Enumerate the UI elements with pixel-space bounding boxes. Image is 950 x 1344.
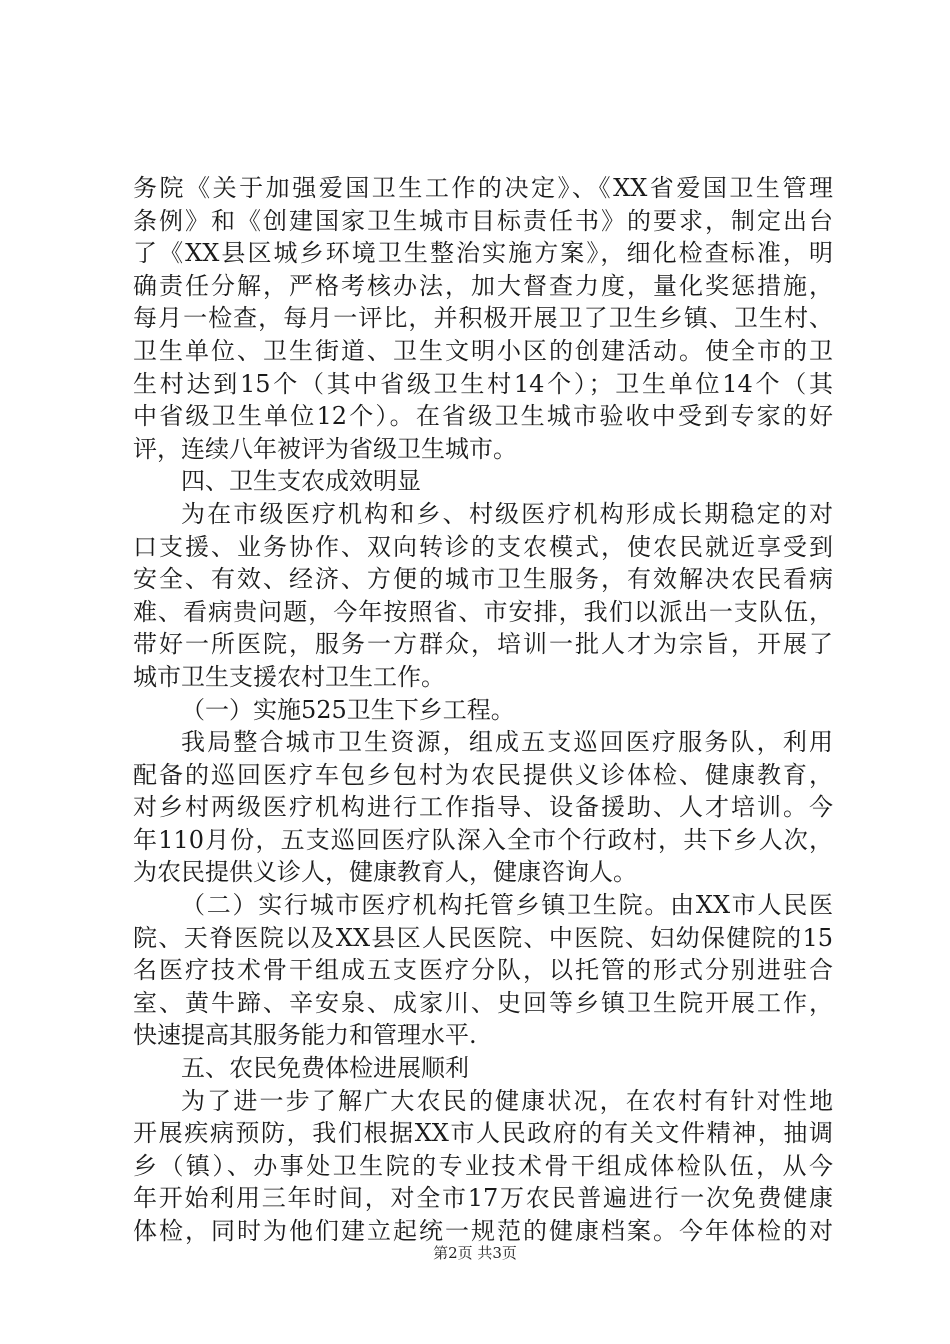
text-line: 快速提高其服务能力和管理水平. bbox=[133, 1021, 477, 1050]
text-line: 安全、有效、经济、方便的城市卫生服务，有效解决农民看病 bbox=[133, 565, 833, 594]
text-line: 卫生单位、卫生街道、卫生文明小区的创建活动。使全市的卫 bbox=[133, 336, 833, 365]
text-line: 为农民提供义诊人，健康教育人，健康咨询人。 bbox=[133, 858, 637, 887]
text-line: 配备的巡回医疗车包乡包村为农民提供义诊体检、健康教育， bbox=[133, 760, 833, 789]
text-line: 口支援、业务协作、双向转诊的支农模式，使农民就近享受到 bbox=[133, 532, 833, 561]
text-line: 名医疗技术骨干组成五支医疗分队，以托管的形式分别进驻合 bbox=[133, 956, 833, 985]
text-line: 年开始利用三年时间，对全市17万农民普遍进行一次免费健康 bbox=[133, 1184, 833, 1213]
text-line: 开展疾病预防，我们根据XX市人民政府的有关文件精神，抽调 bbox=[133, 1119, 833, 1148]
text-line: 每月一检查，每月一评比，并积极开展卫了卫生乡镇、卫生村、 bbox=[133, 304, 833, 333]
text-line: （一）实施525卫生下乡工程。 bbox=[181, 695, 515, 724]
text-line: 确责任分解，严格考核办法，加大督查力度，量化奖惩措施， bbox=[133, 271, 833, 300]
text-line: 五、农民免费体检进展顺利 bbox=[181, 1054, 469, 1083]
text-line: 条例》和《创建国家卫生城市目标责任书》的要求，制定出台 bbox=[133, 206, 833, 235]
text-line: 年110月份，五支巡回医疗队深入全市个行政村，共下乡人次， bbox=[133, 825, 833, 854]
document-body bbox=[133, 172, 833, 1248]
text-line: 生村达到15个（其中省级卫生村14个）；卫生单位14个（其 bbox=[133, 369, 833, 398]
text-line: 我局整合城市卫生资源，组成五支巡回医疗服务队，利用 bbox=[181, 728, 833, 757]
text-line: 乡（镇）、办事处卫生院的专业技术骨干组成体检队伍，从今 bbox=[133, 1151, 833, 1180]
text-line: 四、卫生支农成效明显 bbox=[181, 467, 421, 496]
text-line: 室、黄牛蹄、辛安泉、成家川、史回等乡镇卫生院开展工作， bbox=[133, 988, 833, 1017]
text-line: 为了进一步了解广大农民的健康状况，在农村有针对性地 bbox=[181, 1086, 833, 1115]
text-line: 为在市级医疗机构和乡、村级医疗机构形成长期稳定的对 bbox=[181, 499, 833, 528]
page-footer: 第2页 共3页 bbox=[433, 1244, 517, 1262]
text-line: 城市卫生支援农村卫生工作。 bbox=[133, 662, 445, 691]
text-line: 体检，同时为他们建立起统一规范的健康档案。今年体检的对 bbox=[133, 1217, 833, 1245]
text-line: 对乡村两级医疗机构进行工作指导、设备援助、人才培训。今 bbox=[133, 793, 833, 822]
text-line: 了《XX县区城乡环境卫生整治实施方案》，细化检查标准，明 bbox=[133, 239, 833, 268]
text-line: （二）实行城市医疗机构托管乡镇卫生院。由XX市人民医 bbox=[181, 891, 833, 920]
text-line: 带好一所医院，服务一方群众，培训一批人才为宗旨，开展了 bbox=[133, 630, 833, 659]
text-line: 中省级卫生单位12个）。在省级卫生城市验收中受到专家的好 bbox=[133, 402, 833, 431]
text-line: 务院《关于加强爱国卫生工作的决定》、《XX省爱国卫生管理 bbox=[133, 174, 833, 202]
text-line: 评，连续八年被评为省级卫生城市。 bbox=[133, 434, 517, 463]
text-line: 院、天脊医院以及XX县区人民医院、中医院、妇幼保健院的15 bbox=[133, 923, 833, 952]
text-line: 难、看病贵问题，今年按照省、市安排，我们以派出一支队伍， bbox=[133, 597, 833, 626]
